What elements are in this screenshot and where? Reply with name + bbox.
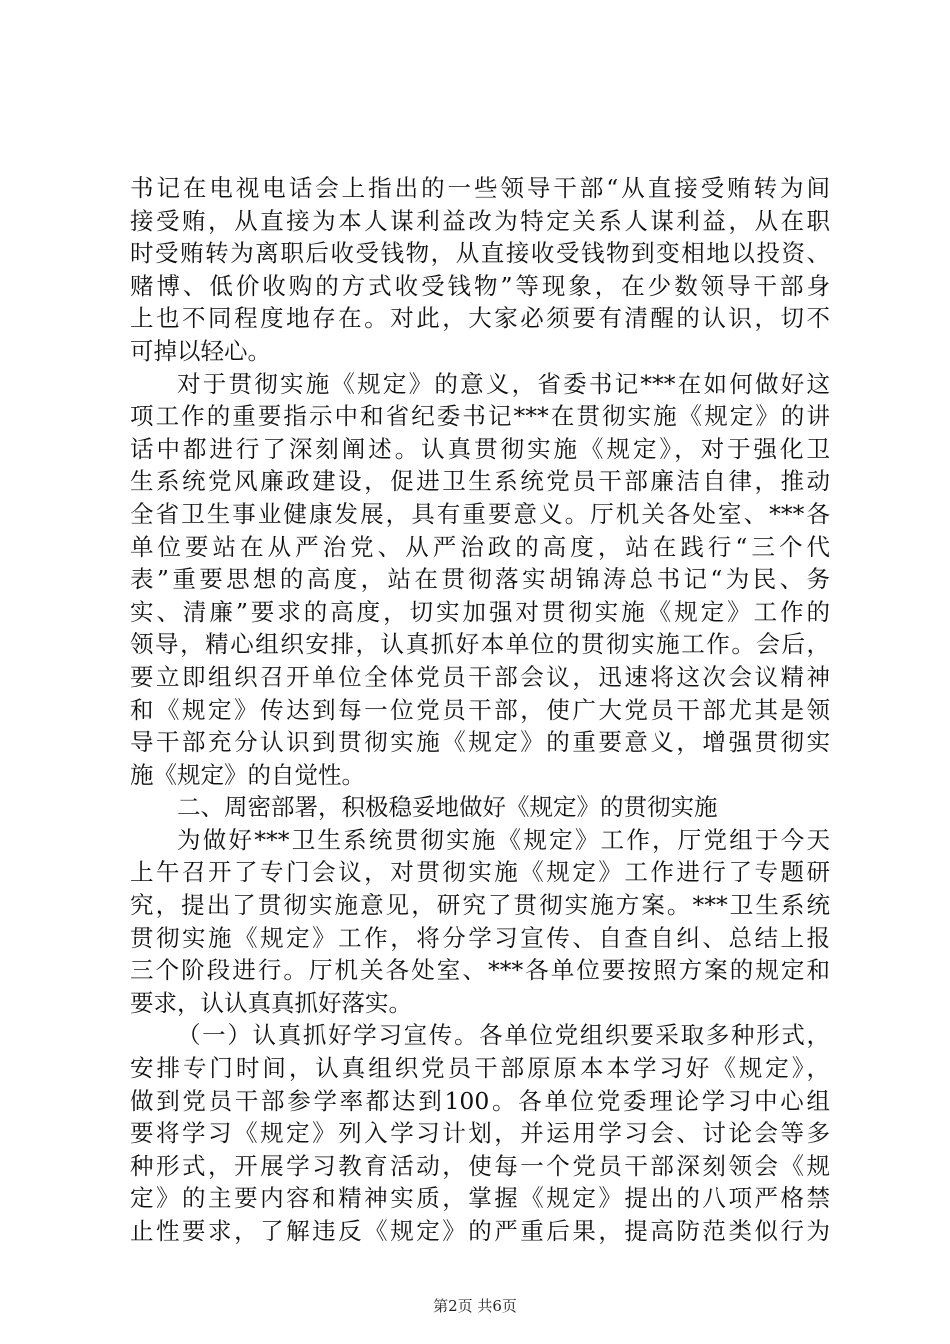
text-line: 为做好***卫生系统贯彻实施《规定》工作，厅党组于今天 [177, 825, 830, 854]
text-line: 时受贿转为离职后收受钱物，从直接收受钱物到变相地以投资、 [130, 239, 830, 268]
text-line: 做到党员干部参学率都达到100。各单位党委理论学习中心组 [130, 1086, 830, 1115]
text-line: 要立即组织召开单位全体党员干部会议，迅速将这次会议精神 [130, 662, 830, 691]
text-line: 三个阶段进行。厅机关各处室、***各单位要按照方案的规定和 [130, 956, 830, 985]
text-line: 接受贿，从直接为本人谋利益改为特定关系人谋利益，从在职 [130, 206, 830, 235]
text-line: 赌博、低价收购的方式收受钱物”等现象，在少数领导干部身 [130, 271, 830, 300]
text-line: 书记在电视电话会上指出的一些领导干部“从直接受贿转为间 [130, 174, 830, 202]
text-line: 对于贯彻实施《规定》的意义，省委书记***在如何做好这 [177, 369, 830, 398]
document-body [130, 172, 830, 1248]
text-line: 贯彻实施《规定》工作，将分学习宣传、自查自纠、总结上报 [130, 923, 830, 952]
text-line: 施《规定》的自觉性。 [130, 760, 365, 789]
text-line: 导干部充分认识到贯彻实施《规定》的重要意义，增强贯彻实 [130, 728, 830, 757]
text-line: 生系统党风廉政建设，促进卫生系统党员干部廉洁自律，推动 [130, 467, 830, 496]
text-line: （一）认真抓好学习宣传。各单位党组织要采取多种形式， [177, 1021, 830, 1050]
text-line: 上午召开了专门会议，对贯彻实施《规定》工作进行了专题研 [130, 858, 830, 887]
section-heading: 二、周密部署，积极稳妥地做好《规定》的贯彻实施 [177, 793, 718, 822]
page-footer [0, 1296, 950, 1316]
text-line: 止性要求，了解违反《规定》的严重后果，提高防范类似行为 [130, 1217, 830, 1245]
text-line: 定》的主要内容和精神实质，掌握《规定》提出的八项严格禁 [130, 1184, 830, 1213]
text-line: 要求，认认真真抓好落实。 [130, 988, 412, 1017]
text-line: 话中都进行了深刻阐述。认真贯彻实施《规定》，对于强化卫 [130, 434, 830, 463]
text-line: 表”重要思想的高度，站在贯彻落实胡锦涛总书记“为民、务 [130, 565, 830, 594]
text-line: 上也不同程度地存在。对此，大家必须要有清醒的认识，切不 [130, 304, 830, 333]
text-line: 单位要站在从严治党、从严治政的高度，站在践行“三个代 [130, 532, 830, 561]
text-line: 要将学习《规定》列入学习计划，并运用学习会、讨论会等多 [130, 1119, 830, 1148]
text-line: 安排专门时间，认真组织党员干部原原本本学习好《规定》， [130, 1054, 830, 1083]
text-line: 种形式，开展学习教育活动，使每一个党员干部深刻领会《规 [130, 1151, 830, 1180]
text-line: 领导，精心组织安排，认真抓好本单位的贯彻实施工作。会后， [130, 630, 830, 659]
text-line: 项工作的重要指示中和省纪委书记***在贯彻实施《规定》的讲 [130, 402, 830, 431]
text-line: 究，提出了贯彻实施意见，研究了贯彻实施方案。***卫生系统 [130, 891, 830, 920]
text-line: 全省卫生事业健康发展，具有重要意义。厅机关各处室、***各 [130, 499, 830, 528]
page-number-label: 第2页 共6页 [433, 1297, 517, 1315]
text-line: 实、清廉”要求的高度，切实加强对贯彻实施《规定》工作的 [130, 597, 830, 626]
text-line: 可掉以轻心。 [130, 336, 271, 365]
text-line: 和《规定》传达到每一位党员干部，使广大党员干部尤其是领 [130, 695, 830, 724]
